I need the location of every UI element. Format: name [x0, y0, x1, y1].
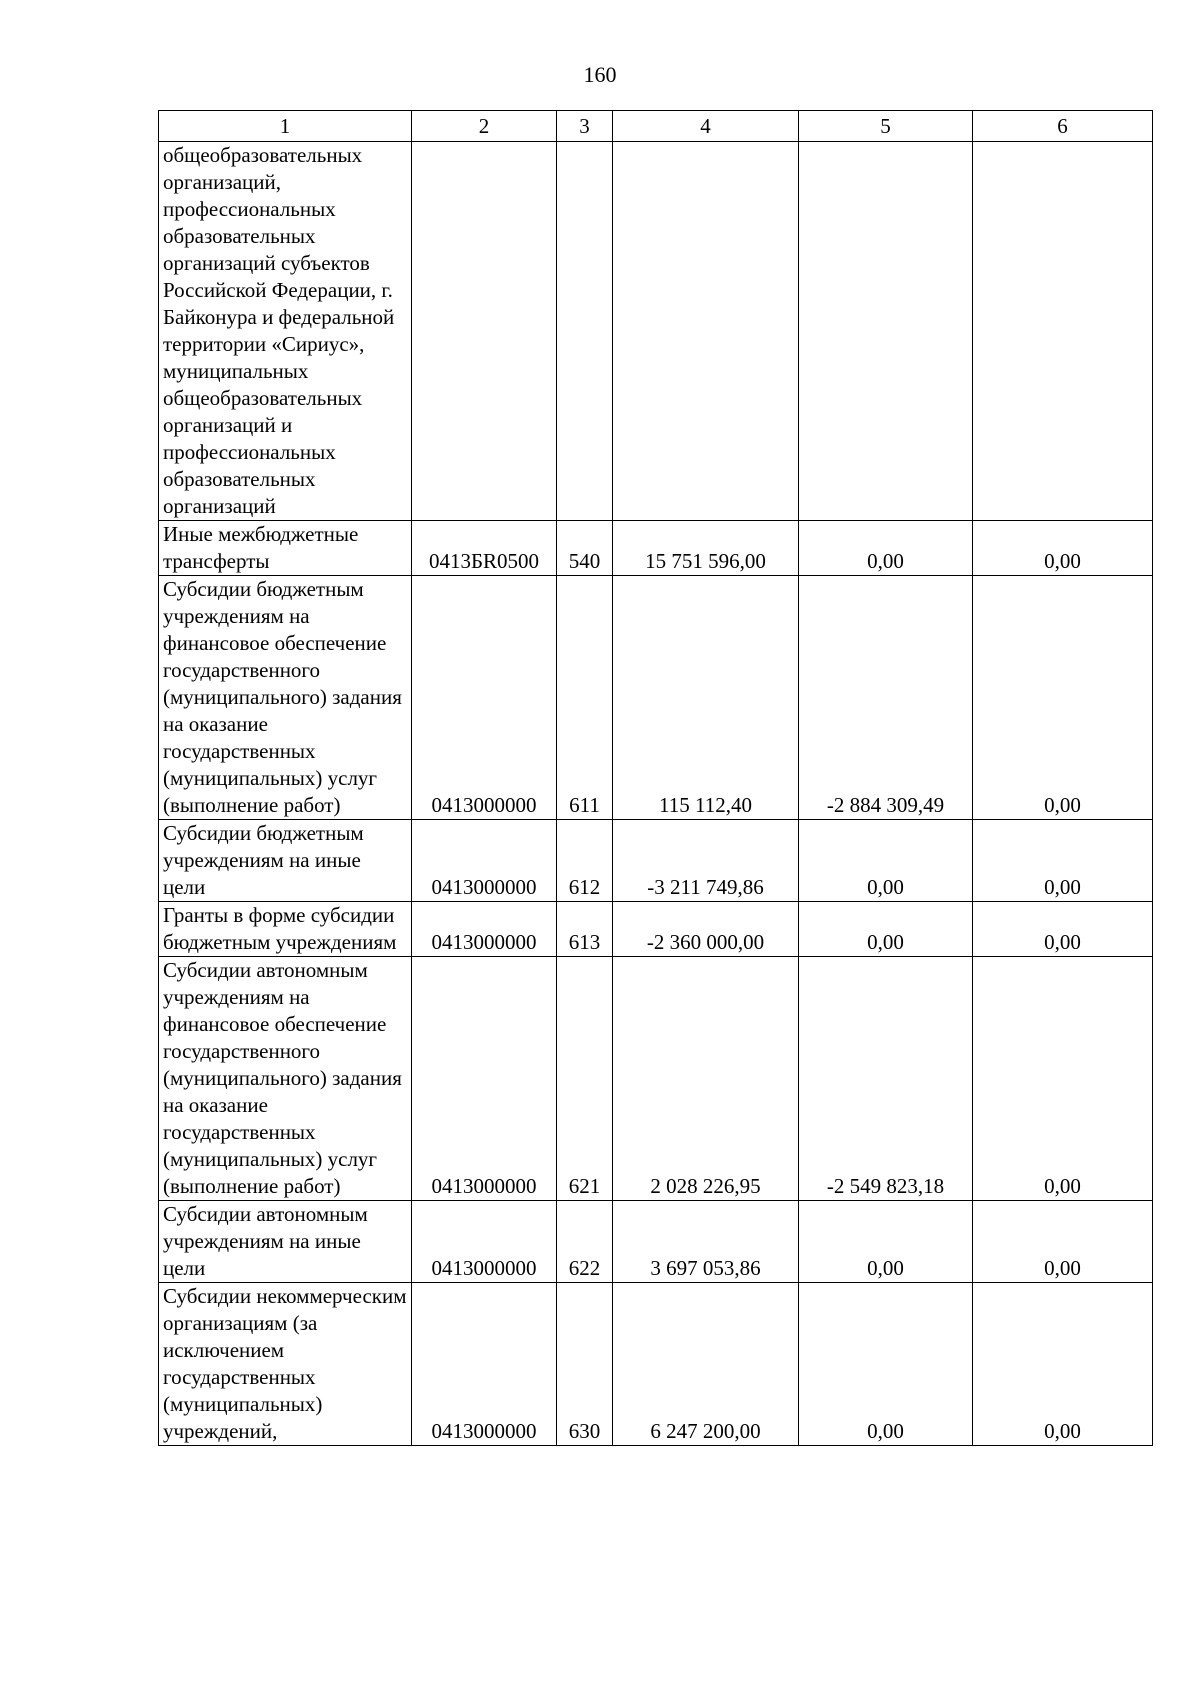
row-code: 0413000000: [412, 1283, 557, 1446]
row-amount-5: 0,00: [799, 820, 973, 902]
row-amount-4: 15 751 596,00: [613, 521, 799, 576]
row-amount-6: [973, 142, 1153, 521]
row-name: Иные межбюджетные трансферты: [159, 521, 412, 576]
row-code: 0413000000: [412, 820, 557, 902]
row-expense-type: 611: [557, 576, 613, 820]
col-header-3: 3: [557, 111, 613, 142]
row-code: [412, 142, 557, 521]
row-code: 0413БR0500: [412, 521, 557, 576]
row-expense-type: 622: [557, 1201, 613, 1283]
row-expense-type: 613: [557, 902, 613, 957]
row-code: 0413000000: [412, 957, 557, 1201]
table-row: [159, 576, 1153, 820]
row-amount-5: 0,00: [799, 521, 973, 576]
table-row: [159, 521, 1153, 576]
col-header-5: 5: [799, 111, 973, 142]
row-amount-6: 0,00: [973, 1283, 1153, 1446]
header-row: [159, 111, 1153, 142]
row-amount-5: 0,00: [799, 902, 973, 957]
table-row: [159, 820, 1153, 902]
table-row: [159, 902, 1153, 957]
row-amount-4: [613, 142, 799, 521]
row-name: Субсидии автономным учреждениям на иные цели: [159, 1201, 412, 1283]
col-header-1: 1: [159, 111, 412, 142]
row-amount-6: 0,00: [973, 1201, 1153, 1283]
row-amount-5: 0,00: [799, 1201, 973, 1283]
row-expense-type: 621: [557, 957, 613, 1201]
row-amount-4: -3 211 749,86: [613, 820, 799, 902]
row-amount-5: -2 549 823,18: [799, 957, 973, 1201]
page-number: 160: [583, 62, 617, 87]
row-amount-6: 0,00: [973, 902, 1153, 957]
table-row: [159, 142, 1153, 521]
row-expense-type: 540: [557, 521, 613, 576]
row-expense-type: 630: [557, 1283, 613, 1446]
col-header-4: 4: [613, 111, 799, 142]
row-amount-5: [799, 142, 973, 521]
row-name: Субсидии бюджетным учреждениям на финансовое обеспечение государственного (муниципального) задания на оказание государственных (муниципальных) услуг (выполнение работ): [159, 576, 412, 820]
row-amount-6: 0,00: [973, 521, 1153, 576]
row-code: 0413000000: [412, 902, 557, 957]
row-amount-6: 0,00: [973, 576, 1153, 820]
row-amount-6: 0,00: [973, 820, 1153, 902]
row-amount-5: -2 884 309,49: [799, 576, 973, 820]
row-name: Субсидии автономным учреждениям на финансовое обеспечение государственного (муниципального) задания на оказание государственных (муниципальных) услуг (выполнение работ): [159, 957, 412, 1201]
row-code: 0413000000: [412, 576, 557, 820]
table-row: [159, 1283, 1153, 1446]
table-row: [159, 957, 1153, 1201]
row-expense-type: [557, 142, 613, 521]
row-amount-6: 0,00: [973, 957, 1153, 1201]
row-name: общеобразовательных организаций, профессиональных образовательных организаций субъектов Российской Федерации, г. Байконура и федеральной территории «Сириус», муниципальных общеобразовательных организаций и профессиональных образовательных организаций: [159, 142, 412, 521]
row-name: Субсидии бюджетным учреждениям на иные цели: [159, 820, 412, 902]
col-header-2: 2: [412, 111, 557, 142]
row-amount-4: 6 247 200,00: [613, 1283, 799, 1446]
row-amount-4: 3 697 053,86: [613, 1201, 799, 1283]
col-header-6: 6: [973, 111, 1153, 142]
row-name: Субсидии некоммерческим организациям (за исключением государственных (муниципальных) учреждений,: [159, 1283, 412, 1446]
row-amount-4: 115 112,40: [613, 576, 799, 820]
row-amount-4: -2 360 000,00: [613, 902, 799, 957]
table-row: [159, 1201, 1153, 1283]
row-expense-type: 612: [557, 820, 613, 902]
budget-table: [158, 110, 1153, 1446]
row-amount-4: 2 028 226,95: [613, 957, 799, 1201]
row-code: 0413000000: [412, 1201, 557, 1283]
row-amount-5: 0,00: [799, 1283, 973, 1446]
row-name: Гранты в форме субсидии бюджетным учреждениям: [159, 902, 412, 957]
